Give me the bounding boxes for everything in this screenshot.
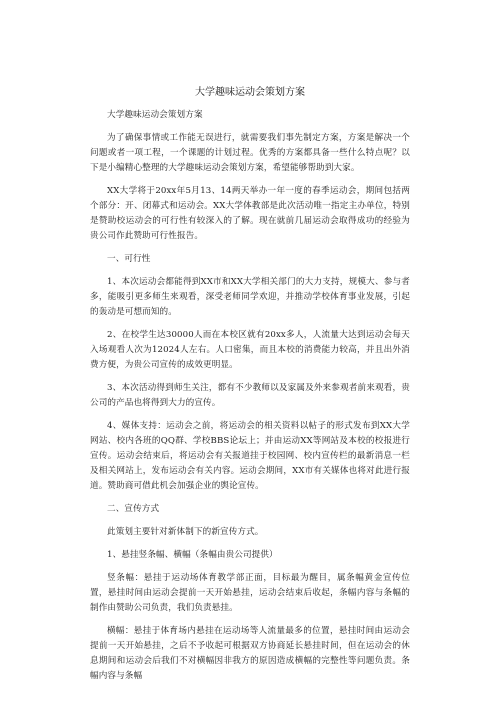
document-body: [90, 108, 410, 692]
subtitle-paragraph: 大学趣味运动会策划方案: [107, 110, 203, 120]
publicity-intro: 此策划主要针对新体制下的新宣传方式。: [107, 527, 264, 537]
publicity-item-1: 1、悬挂竖条幅、横幅（条幅由贵公司提供）: [107, 550, 278, 560]
section-heading-feasibility: 一、可行性: [107, 254, 151, 264]
feasibility-item-2: 2、在校学生达30000人而在本校区就有20xx多人，人流量大达到运动会每天入场观看人次为12024人左右。人口密集，而且本校的消费能力较高，并且出外消费方便，为贵公司宣传的成效更明显。: [90, 330, 410, 370]
background-paragraph: XX大学将于20xx年5月13、14两天举办一年一度的春季运动会，期间包括两个部分：开、闭幕式和运动会。XX大学体教部是此次活动唯一指定主办单位，特别是赞助校运动会的可行性有较深入的了解。现在就前几届运动会取得成功的经验为贵公司作此赞助可行性报告。: [90, 186, 410, 241]
vertical-banner-paragraph: 竖条幅：悬挂于运动场体育教学部正面，目标最为醒目，属条幅黄金宣传位置，悬挂时间由运动会提前一天开始悬挂，运动会结束后收起，条幅内容与条幅的制作由赞助公司负责，我们负责悬挂。: [90, 573, 410, 613]
horizontal-banner-paragraph: 横幅：悬挂于体育场内悬挂在运动场等人流量最多的位置，悬挂时间由运动会提前一天开始悬挂，之后不予收起可根据双方协商延长悬挂时间，但在运动会的休息期间和运动会后我们不对横幅因非我方的原因造成横幅的完整性等问题负责。条幅内容与条幅: [90, 626, 410, 681]
feasibility-item-4: 4、媒体支持：运动会之前，将运动会的相关资料以帖子的形式发布到XX大学网站、校内各班的QQ群、学校BBS论坛上；并由运动XX等网站及本校的校报进行宣传。运动会结束后，将运动会有关报道挂于校园网、校内宣传栏的最新消息一栏及相关网站上，发布运动会有关内容。运动会期间，XX市有关媒体也将对此进行报道。赞助商可借此机会加强企业的舆论宣传。: [90, 421, 410, 491]
document-title: 大学趣味运动会策划方案: [195, 87, 305, 98]
feasibility-item-3: 3、本次活动得到师生关注，都有不少教师以及家属及外来参观者前来观看，贵公司的产品也将得到大力的宣传。: [90, 383, 410, 408]
intro-paragraph: 为了确保事情或工作能无误进行，就需要我们事先制定方案，方案是解决一个问题或者一项工程，一个课题的计划过程。优秀的方案都具备一些什么特点呢？以下是小编精心整理的大学趣味运动会策划方案，希望能够帮助到大家。: [90, 133, 410, 173]
section-heading-publicity: 二、宣传方式: [107, 504, 160, 514]
feasibility-item-1: 1、本次运动会都能得到XX市和XX大学相关部门的大力支持，规模大、参与者多，能吸引更多师生来观看，深受老师同学欢迎，并推动学校体育事业发展，引起的轰动是可想而知的。: [90, 277, 410, 317]
